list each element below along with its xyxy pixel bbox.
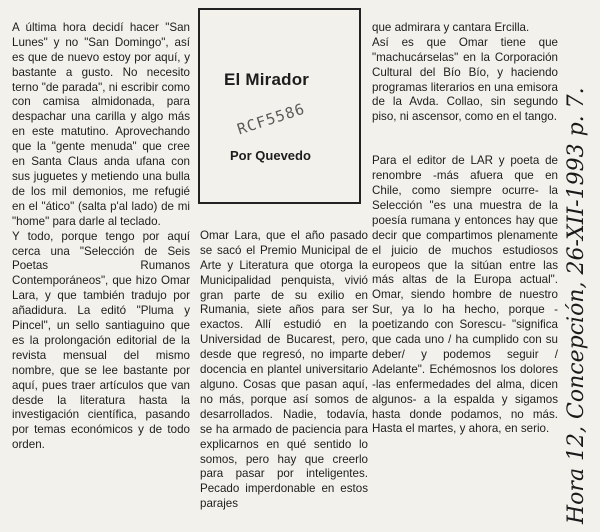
column-2-text: Omar Lara, que el año pasado se sacó el Premio Municipal de Arte y Literatura que otorga la Municipalidad penquista, vivió gran parte de su exilio en Rumania, siete años para ser exactos. Allí estudió en la Universidad de Bucarest, pero, desde que regresó, no imparte docencia en plantel universitario alguno. Cosas que pasan aquí, no más, porque así somos de desarrollados. Nadie, todavía, se ha armado de paciencia para explicarnos en qué sentido lo somos, pero hay que creerlo para pasar por inteligentes. Pecado imperdonable en estos parajes <box>200 228 368 511</box>
column-author: Por Quevedo <box>230 148 311 163</box>
column-title: El Mirador <box>224 70 310 89</box>
column-3-text-a: que admirara y cantara Ercilla. Así es que Omar tiene que "machucárselas" en la Corporación Cultural del Bío Bío, y haciendo programas literarios en una emisora de la Avda. Collao, sin segundo piso, ni ascensor, como en el tango. <box>372 20 558 124</box>
handwritten-source-note: Hora 12, Concepción, 26-XII-1993 p. 7. <box>564 87 589 524</box>
article-column-3 <box>372 6 558 526</box>
column-3-text-b: Para el editor de LAR y poeta de renombre -más afuera que en Chile, como siempre ocurre- la Selección "es una muestra de la poesía rumana y entonces hay que decir que compartimos plenamente el juicio de muchos estudiosos europeos que la sitúan entre las más altas de la Europa actual". Omar, siendo hombre de nuestro Sur, ya lo ha hecho, porque -poetizando con Sorescu- "significa que cada uno / ha cumplido con su deber/ y podemos seguir / Adelante". Echémosnos los dolores -las enfermedades del alma, dicen algunos- a la espalda y sigamos hasta donde podamos, no más. Hasta el martes, y ahora, en serio. <box>372 154 558 436</box>
column-header-box <box>198 8 361 204</box>
article-column-1 <box>12 6 190 526</box>
article-column-2 <box>200 214 368 526</box>
column-1-text: A última hora decidí hacer "San Lunes" y no "San Domingo", así es que de nuevo estoy por aquí, y bastante a gusto. No necesito terno "de parada", ni escribir como con camisa almidonada, para despachar una carilla y algo más en este matutino. Aprovechando que la "gente menuda" que cree en Santa Claus anda ufana con sus juguetes y metiendo una bulla de los mil demonios, me refugié en el "ático" (salta p'al lado) de mi "home" para darle al teclado. Y todo, porque tengo por aquí cerca una "Selección de Seis Poetas Rumanos Contemporáneos", que hizo Omar Lara, y que también tradujo por añadidura. La editó "Pluma y Pincel", un sello santiaguino que es la prolongación editorial de la revista mensual del mismo nombre, que se lee bastante por aquí, pues traer artículos que van desde la literatura hasta la investigación científica, pasando por temas económicos y de todo orden. <box>12 20 190 452</box>
archive-stamp: RCF5586 <box>234 99 308 139</box>
